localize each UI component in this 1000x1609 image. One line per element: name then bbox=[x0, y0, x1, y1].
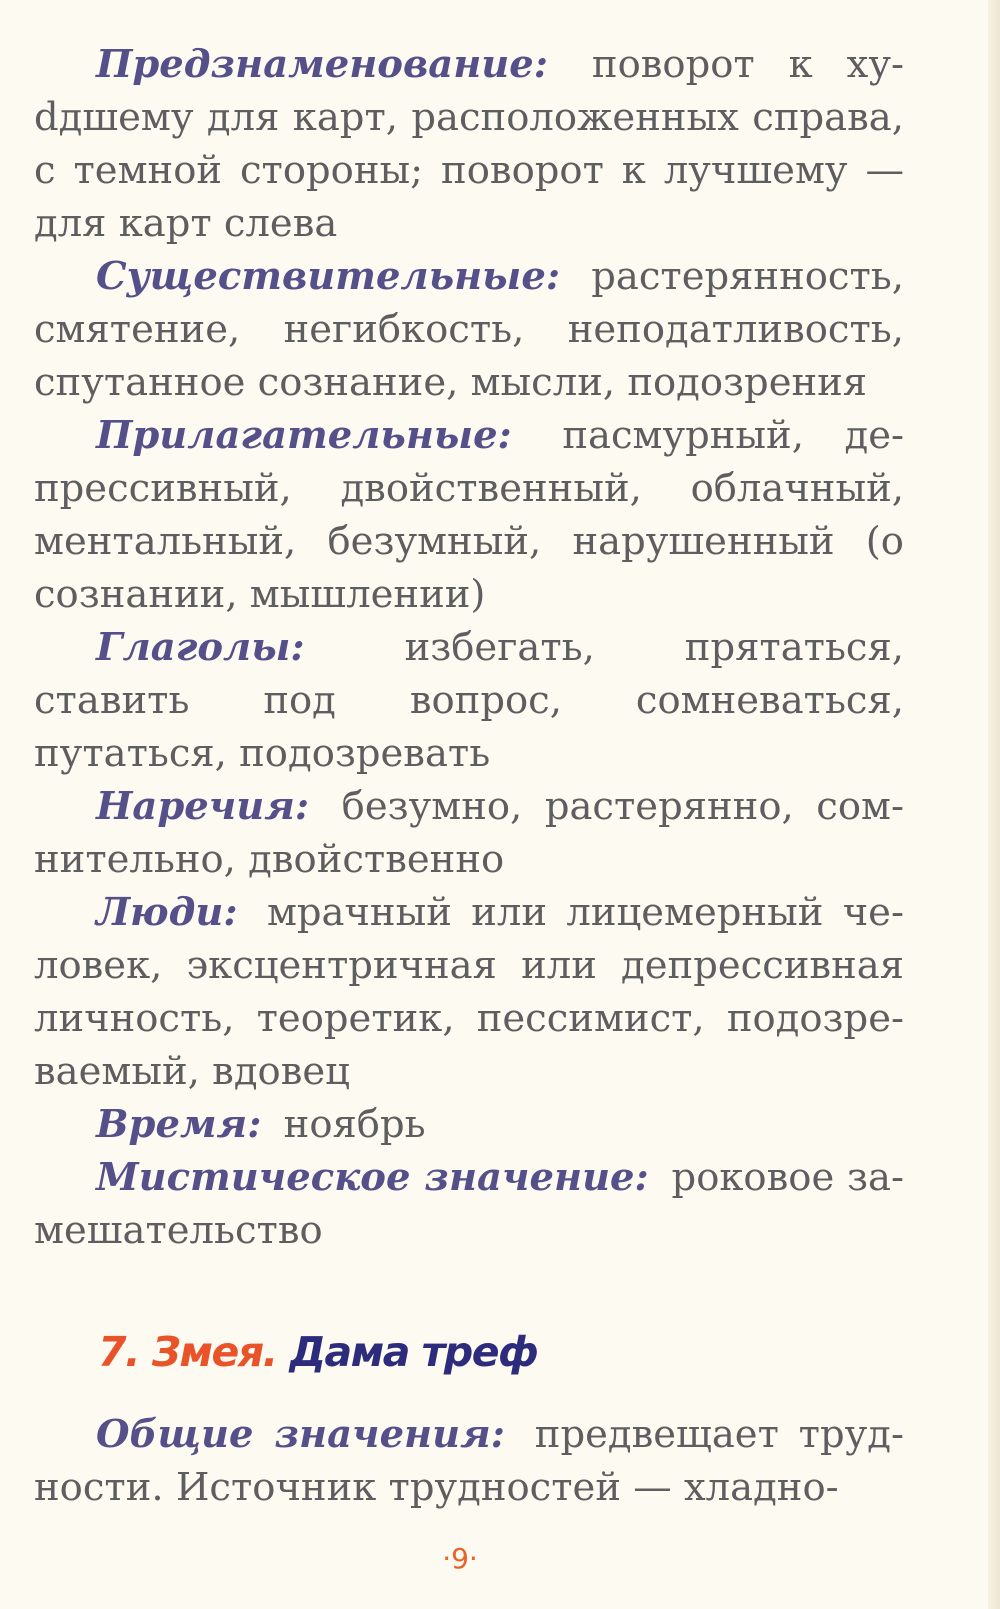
entry-text: роковое замешательство bbox=[34, 1155, 904, 1253]
entry-adjectives bbox=[34, 409, 904, 621]
entry-text: поворот к хуdдшему для карт, расположенных справа, с темной стороны; поворот к лучшему — для карт слева bbox=[34, 42, 904, 246]
page-content bbox=[34, 38, 904, 1514]
entry-term: Время: bbox=[96, 1102, 262, 1147]
entry-text: пасмурный, депрессивный, двойственный, облачный, ментальный, безумный, нарушенный (о сознании, мышлении) bbox=[34, 413, 904, 617]
section-heading bbox=[98, 1322, 904, 1382]
entry-people bbox=[34, 886, 904, 1098]
entry-term: Общие значения: bbox=[96, 1412, 505, 1457]
entry-time bbox=[34, 1098, 904, 1151]
entry-term: Мистическое значение: bbox=[96, 1155, 649, 1200]
entry-text: мрачный или лицемерный человек, эксцентричная или депрессивная личность, теоретик, пессимист, подозреваемый, вдовец bbox=[34, 890, 904, 1094]
page-edge bbox=[988, 0, 1000, 1609]
entry-text: безумно, растерянно, сомнительно, двойственно bbox=[34, 784, 904, 882]
entry-mystic bbox=[34, 1151, 904, 1257]
entry-text: избегать, прятаться, ставить под вопрос, сомневаться, путаться, подозревать bbox=[34, 625, 904, 776]
entry-term: Прилагательные: bbox=[96, 413, 512, 458]
entry-term: Глаголы: bbox=[96, 625, 305, 670]
entry-text: растерянность, смятение, негибкость, неподатливость, спутанное сознание, мысли, подозрения bbox=[34, 254, 904, 405]
entry-adverbs bbox=[34, 780, 904, 886]
section-number: 7. Змея. bbox=[98, 1328, 277, 1376]
entry-term: Предзнаменование: bbox=[96, 42, 548, 87]
entry-term: Наречия: bbox=[96, 784, 310, 829]
entry-term: Люди: bbox=[96, 890, 238, 935]
entry-text: ноябрь bbox=[283, 1102, 426, 1147]
entry-verbs bbox=[34, 621, 904, 780]
entry-general bbox=[34, 1408, 904, 1514]
section-title: Дама треф bbox=[289, 1328, 538, 1376]
entry-omen bbox=[34, 38, 904, 250]
entry-term: Существительные: bbox=[96, 254, 561, 299]
entry-nouns bbox=[34, 250, 904, 409]
entry-text: предвещает трудности. Источник трудностей — хладно- bbox=[34, 1412, 904, 1510]
page-number: ·9· bbox=[442, 1542, 478, 1575]
